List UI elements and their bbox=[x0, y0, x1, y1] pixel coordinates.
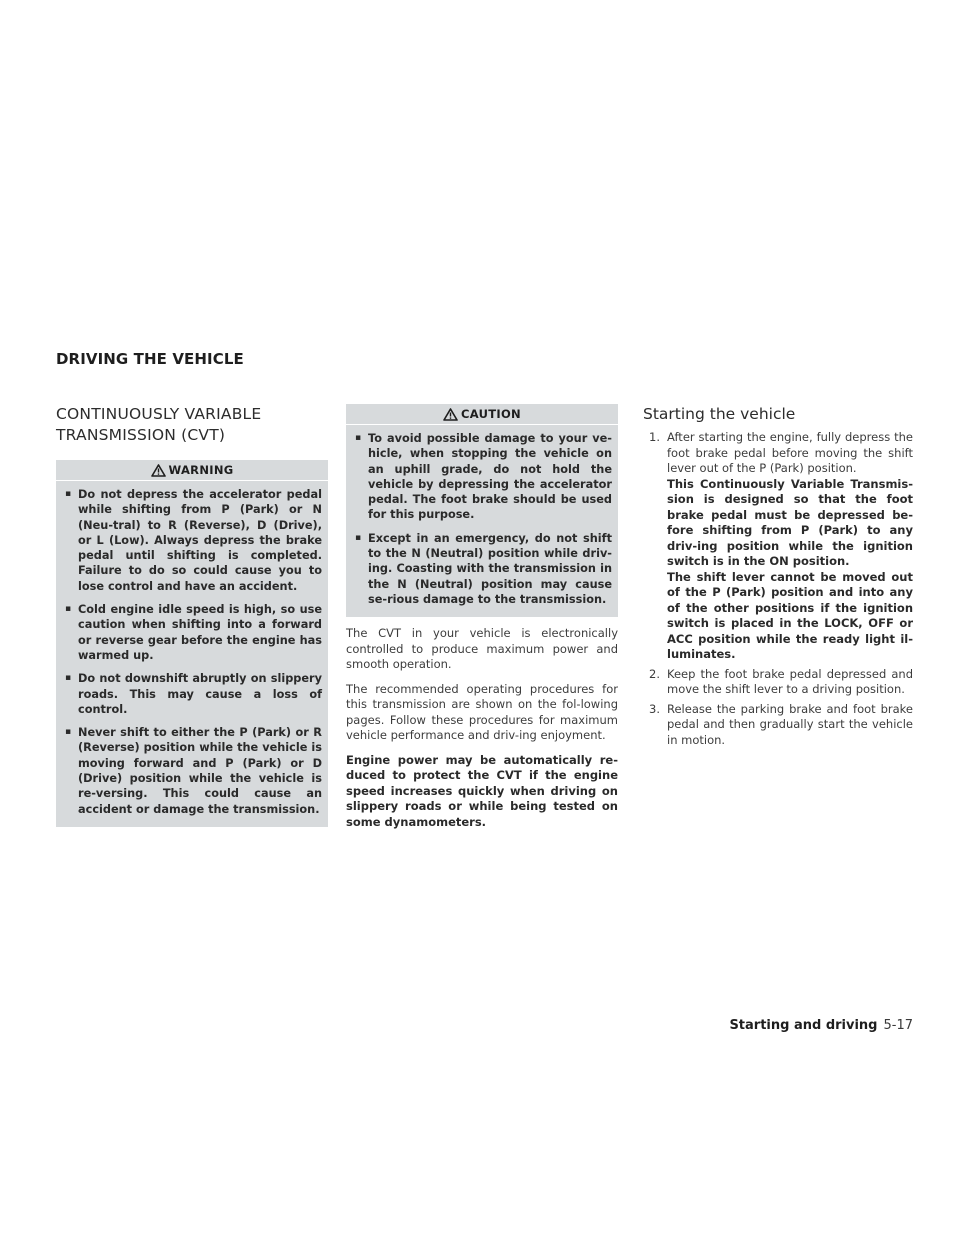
chapter-title: Starting and driving bbox=[729, 1018, 878, 1033]
step-item bbox=[643, 667, 913, 698]
cvt-paragraph-2: The recommended operating procedures for this transmission are shown on the fol-lowing pages. Follow these procedures for maximum vehicle performance and driv-ing enjoyment. bbox=[346, 681, 618, 743]
warning-title: WARNING bbox=[168, 463, 234, 477]
warning-box bbox=[56, 460, 328, 827]
step-item bbox=[643, 430, 913, 663]
step-number: 2. bbox=[649, 666, 660, 681]
step-text: Release the parking brake and foot brake pedal and then gradually start the vehicle in motion. bbox=[667, 701, 913, 747]
step-item bbox=[643, 702, 913, 749]
warning-item: ▪ Cold engine idle speed is high, so use caution when shifting into a forward or reverse gear before the engine has warmed up. bbox=[62, 602, 322, 663]
warning-triangle-icon bbox=[443, 408, 458, 421]
step-number: 3. bbox=[649, 701, 660, 716]
cvt-heading bbox=[56, 404, 328, 446]
caution-box bbox=[346, 404, 618, 617]
step-note: This Continuously Variable Transmis-sion is designed so that the foot brake pedal must be depressed be-fore shifting from P (Park) to any driv-ing position while the ignition switch is in the ON position. bbox=[667, 476, 913, 568]
warning-triangle-icon bbox=[151, 464, 166, 477]
column-middle bbox=[346, 404, 618, 830]
column-right bbox=[643, 404, 913, 752]
page-footer bbox=[729, 1018, 913, 1033]
warning-title-bar bbox=[56, 460, 328, 481]
warning-list bbox=[62, 487, 322, 817]
caution-item: ▪ To avoid possible damage to your ve-hicle, when stopping the vehicle on an uphill grade, do not hold the vehicle by depressing the accelerator pedal. The foot brake should be used for this purpose. bbox=[352, 431, 612, 523]
step-text: Keep the foot brake pedal depressed and move the shift lever to a driving position. bbox=[667, 666, 913, 696]
cvt-heading-line2: TRANSMISSION (CVT) bbox=[56, 426, 226, 444]
starting-heading: Starting the vehicle bbox=[643, 405, 796, 423]
caution-title: CAUTION bbox=[461, 407, 521, 421]
warning-item: ▪ Do not downshift abruptly on slippery roads. This may cause a loss of control. bbox=[62, 671, 322, 717]
cvt-paragraph-1: The CVT in your vehicle is electronically controlled to produce maximum power and smooth operation. bbox=[346, 626, 618, 672]
step-text: After starting the engine, fully depress the foot brake pedal before moving the shift lever out of the P (Park) position. bbox=[667, 430, 913, 475]
warning-item: ▪ Never shift to either the P (Park) or R (Reverse) position while the vehicle is moving forward and P (Park) or D (Drive) position while the vehicle is re-versing. This could cause an accident or damage the transmission. bbox=[62, 725, 322, 817]
caution-title-bar bbox=[346, 404, 618, 425]
cvt-paragraph-3: Engine power may be automatically re-duced to protect the CVT if the engine speed increases quickly when driving on slippery roads or while being tested on some dynamometers. bbox=[346, 752, 618, 829]
caution-list bbox=[352, 431, 612, 607]
caution-item: ▪ Except in an emergency, do not shift to the N (Neutral) position while driv-ing. Coasting with the transmission in the N (Neutral) position may cause se-rious damage to the transmission. bbox=[352, 531, 612, 607]
section-header: DRIVING THE VEHICLE bbox=[56, 350, 244, 368]
step-note: The shift lever cannot be moved out of the P (Park) position and into any of the other positions if the ignition switch is placed in the LOCK, OFF or ACC position while the ready light il-luminates. bbox=[667, 569, 913, 661]
warning-item: ▪ Do not depress the accelerator pedal while shifting from P (Park) or N (Neu-tral) to R (Reverse), D (Drive), or L (Low). Always depress the brake pedal until shifting is completed. Failure to do so could cause you to lose control and have an accident. bbox=[62, 487, 322, 594]
steps-list bbox=[643, 430, 913, 748]
cvt-heading-line1: CONTINUOUSLY VARIABLE bbox=[56, 405, 262, 423]
step-number: 1. bbox=[649, 430, 660, 444]
page-number: 5-17 bbox=[883, 1018, 913, 1033]
column-left bbox=[56, 404, 328, 827]
